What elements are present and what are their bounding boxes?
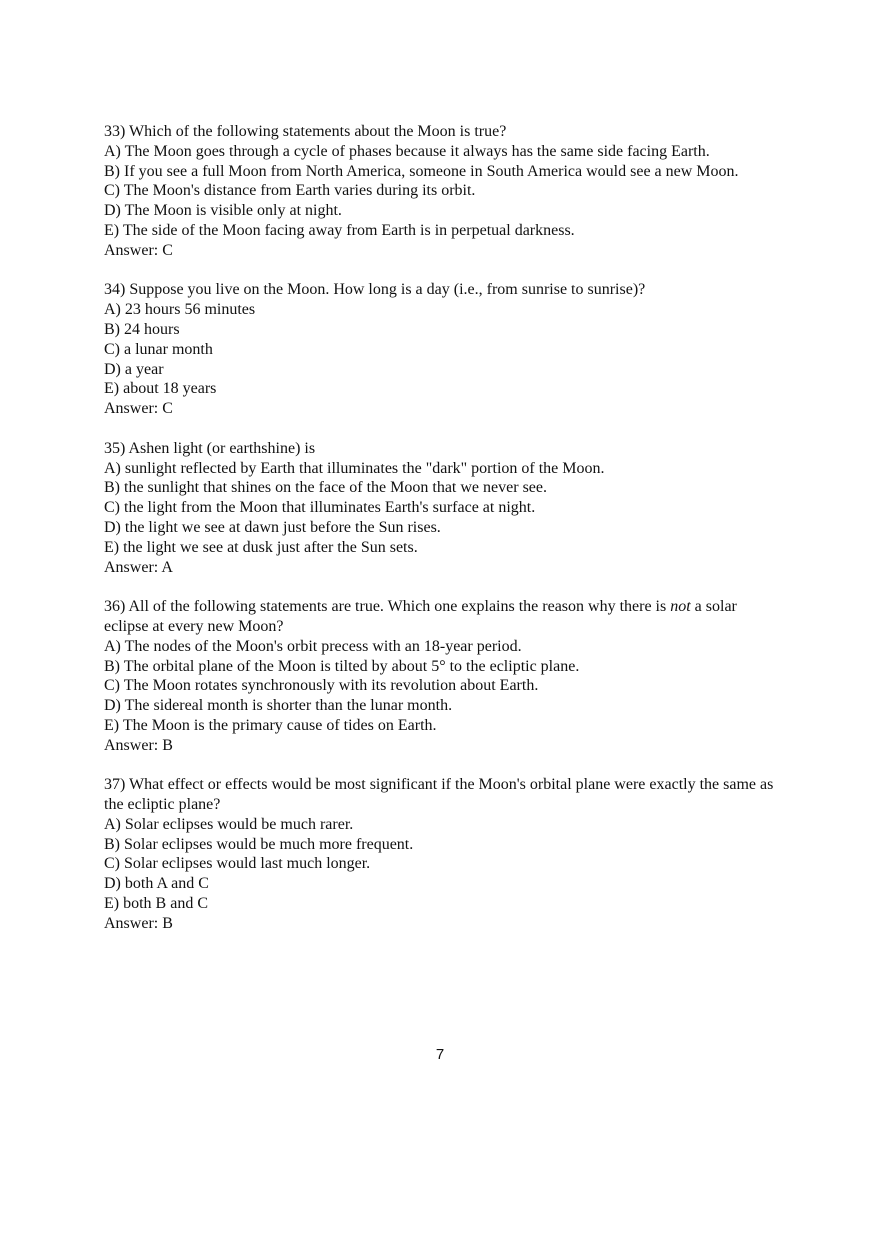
question-33: [104, 122, 784, 261]
question-stem: 35) Ashen light (or earthshine) is: [104, 439, 316, 457]
question-stem: [104, 597, 784, 637]
option-b: B) If you see a full Moon from North America, someone in South America would see a new Moon.: [104, 162, 739, 180]
option-a: A) The Moon goes through a cycle of phases because it always has the same side facing Earth.: [104, 142, 710, 160]
question-list: [104, 122, 784, 953]
option-e: E) the light we see at dusk just after the Sun sets.: [104, 538, 418, 556]
question-34: [104, 280, 784, 419]
option-b: B) 24 hours: [104, 320, 180, 338]
option-e: E) The side of the Moon facing away from Earth is in perpetual darkness.: [104, 221, 575, 239]
option-c: C) The Moon's distance from Earth varies during its orbit.: [104, 182, 476, 200]
answer-line: Answer: B: [104, 914, 173, 932]
answer-line: Answer: A: [104, 558, 173, 576]
option-d: D) The Moon is visible only at night.: [104, 202, 342, 220]
option-e: E) The Moon is the primary cause of tides on Earth.: [104, 716, 437, 734]
option-c: C) The Moon rotates synchronously with its revolution about Earth.: [104, 677, 539, 695]
option-a: A) sunlight reflected by Earth that illuminates the "dark" portion of the Moon.: [104, 459, 605, 477]
question-37: [104, 775, 784, 933]
answer-line: Answer: B: [104, 736, 173, 754]
question-35: [104, 439, 784, 578]
option-a: A) 23 hours 56 minutes: [104, 301, 256, 319]
option-b: B) The orbital plane of the Moon is tilted by about 5° to the ecliptic plane.: [104, 657, 580, 675]
option-b: B) Solar eclipses would be much more frequent.: [104, 835, 414, 853]
option-c: C) Solar eclipses would last much longer.: [104, 855, 371, 873]
option-c: C) a lunar month: [104, 340, 213, 358]
stem-text-after: a solar eclipse at every new Moon?: [104, 598, 737, 635]
option-e: E) both B and C: [104, 895, 208, 913]
question-stem: 34) Suppose you live on the Moon. How long is a day (i.e., from sunrise to sunrise)?: [104, 281, 646, 299]
option-c: C) the light from the Moon that illuminates Earth's surface at night.: [104, 499, 536, 517]
question-36: [104, 597, 784, 755]
option-a: A) Solar eclipses would be much rarer.: [104, 815, 354, 833]
option-d: D) the light we see at dawn just before the Sun rises.: [104, 518, 441, 536]
question-stem: 33) Which of the following statements about the Moon is true?: [104, 123, 507, 140]
page-number: 7: [435, 1046, 445, 1063]
stem-text-before: 36) All of the following statements are true. Which one explains the reason why there is: [104, 598, 671, 616]
option-d: D) The sidereal month is shorter than the lunar month.: [104, 697, 453, 715]
option-e: E) about 18 years: [104, 380, 217, 398]
option-d: D) a year: [104, 360, 164, 378]
answer-line: Answer: C: [104, 241, 173, 259]
question-stem: 37) What effect or effects would be most significant if the Moon's orbital plane were exactly the same as the ecliptic plane?: [104, 776, 774, 814]
option-d: D) both A and C: [104, 875, 209, 893]
option-b: B) the sunlight that shines on the face of the Moon that we never see.: [104, 479, 547, 497]
option-a: A) The nodes of the Moon's orbit precess with an 18-year period.: [104, 637, 522, 655]
stem-emphasis: not: [670, 598, 691, 616]
answer-line: Answer: C: [104, 400, 173, 418]
